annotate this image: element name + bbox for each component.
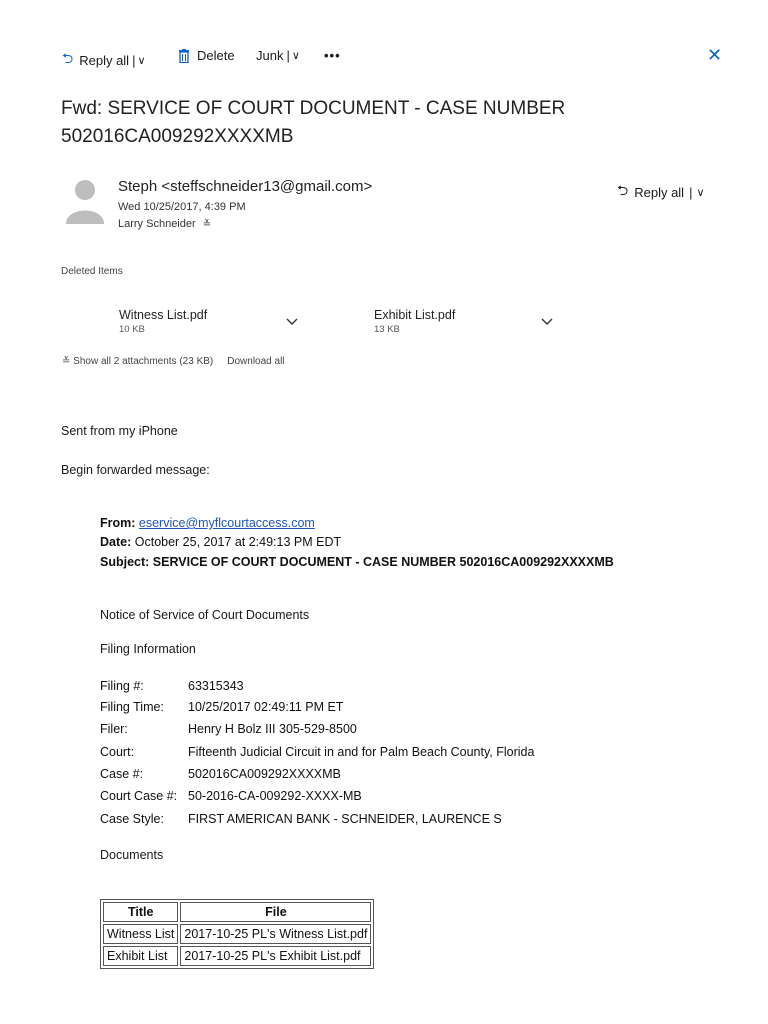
notice-heading: Notice of Service of Court Documents — [100, 608, 310, 622]
document-file: 2017-10-25 PL's Exhibit List.pdf — [180, 946, 371, 966]
filing-value: 502016CA009292XXXXMB — [188, 767, 341, 781]
chevron-down-icon[interactable]: ∨ — [137, 54, 146, 67]
reply-all-icon: ⮌ — [62, 50, 74, 66]
attachment-name: Exhibit List.pdf — [374, 308, 456, 322]
message-date: Wed 10/25/2017, 4:39 PM — [118, 201, 246, 213]
table-row — [103, 946, 371, 966]
delete-label: Delete — [197, 48, 235, 63]
subject-line-1: Fwd: SERVICE OF COURT DOCUMENT - CASE NUMBER — [61, 98, 566, 119]
attachment-actions — [62, 356, 285, 367]
header-reply-all-label: Reply all — [634, 184, 685, 200]
reply-all-icon: ⮌ — [617, 182, 629, 198]
sent-from-text: Sent from my iPhone — [61, 424, 178, 438]
date-label: Date: — [100, 535, 132, 549]
avatar-icon — [64, 178, 106, 224]
attachment-size: 13 KB — [374, 324, 400, 335]
folder-label: Deleted Items — [61, 266, 123, 277]
filing-info-heading: Filing Information — [100, 642, 196, 656]
message-subject — [61, 95, 621, 151]
expand-icon: ≚ — [62, 356, 71, 367]
document-title: Exhibit List — [103, 946, 178, 966]
filing-value: 63315343 — [188, 679, 244, 693]
filing-value: Fifteenth Judicial Circuit in and for Palm Beach County, Florida — [188, 745, 535, 759]
subject-line-2: 502016CA009292XXXXMB — [61, 126, 294, 147]
show-all-attachments-link[interactable] — [62, 356, 213, 367]
expand-recipients-icon[interactable]: ≚ — [202, 219, 212, 230]
reply-all-button[interactable] — [62, 48, 146, 72]
column-header-title: Title — [103, 902, 178, 922]
chevron-down-icon[interactable] — [286, 318, 298, 326]
filing-value: Henry H Bolz III 305-529-8500 — [188, 722, 357, 736]
filing-label: Filing Time: — [100, 700, 164, 714]
attachment-exhibit-list[interactable] — [374, 308, 455, 335]
separator: | — [132, 52, 136, 68]
filing-label: Filing #: — [100, 679, 144, 693]
filing-row — [100, 722, 357, 736]
sender-name[interactable]: Steph <steffschneider13@gmail.com> — [118, 178, 373, 195]
forwarded-from — [100, 516, 315, 530]
filing-row — [100, 789, 362, 803]
filing-value: 10/25/2017 02:49:11 PM ET — [188, 700, 344, 714]
filing-label: Case #: — [100, 767, 144, 781]
filing-label: Filer: — [100, 722, 128, 736]
column-header-file: File — [180, 902, 371, 922]
junk-button[interactable] — [256, 48, 300, 63]
chevron-down-icon[interactable] — [541, 318, 553, 326]
close-icon[interactable]: ✕ — [707, 45, 723, 65]
document-file: 2017-10-25 PL's Witness List.pdf — [180, 924, 371, 944]
filing-row — [100, 745, 534, 759]
delete-button[interactable] — [178, 48, 235, 63]
junk-label: Junk — [256, 48, 284, 63]
more-icon: ••• — [324, 48, 341, 63]
recipient-row[interactable] — [118, 218, 211, 230]
document-title: Witness List — [103, 924, 178, 944]
forwarded-date — [100, 535, 341, 549]
forwarded-subject — [100, 555, 614, 569]
chevron-down-icon[interactable]: ∨ — [291, 50, 300, 62]
begin-forwarded-text: Begin forwarded message: — [61, 463, 210, 477]
table-row — [103, 924, 371, 944]
recipient-name: Larry Schneider — [118, 218, 196, 230]
download-all-link[interactable]: Download all — [227, 356, 285, 367]
separator: | — [286, 48, 290, 63]
filing-label: Court Case #: — [100, 789, 178, 803]
trash-icon — [178, 49, 190, 63]
chevron-down-icon[interactable]: ∨ — [696, 186, 705, 199]
filing-value: FIRST AMERICAN BANK - SCHNEIDER, LAURENCE S — [188, 812, 502, 826]
separator: | — [689, 184, 693, 200]
filing-label: Case Style: — [100, 812, 164, 826]
attachment-witness-list[interactable] — [119, 308, 207, 335]
filing-row — [100, 767, 341, 781]
header-reply-all-button[interactable] — [617, 180, 705, 204]
date-value: October 25, 2017 at 2:49:13 PM EDT — [134, 535, 342, 549]
filing-label: Court: — [100, 745, 135, 759]
filing-value: 50-2016-CA-009292-XXXX-MB — [188, 789, 362, 803]
filing-row — [100, 679, 244, 693]
from-email-link[interactable]: eservice@myflcourtaccess.com — [138, 516, 315, 530]
documents-table — [100, 899, 374, 969]
show-all-label: Show all 2 attachments (23 KB) — [73, 356, 214, 367]
from-label: From: — [100, 516, 136, 530]
documents-heading: Documents — [100, 848, 164, 862]
filing-row — [100, 700, 343, 714]
attachment-size: 10 KB — [119, 324, 145, 335]
subject-label: Subject: — [100, 555, 150, 569]
attachment-name: Witness List.pdf — [119, 308, 208, 322]
more-actions-button[interactable] — [324, 48, 341, 63]
filing-row — [100, 812, 502, 826]
reply-all-label: Reply all — [79, 52, 130, 68]
table-header-row — [103, 902, 371, 922]
subject-value: SERVICE OF COURT DOCUMENT - CASE NUMBER 502016CA009292XXXXMB — [152, 555, 614, 569]
